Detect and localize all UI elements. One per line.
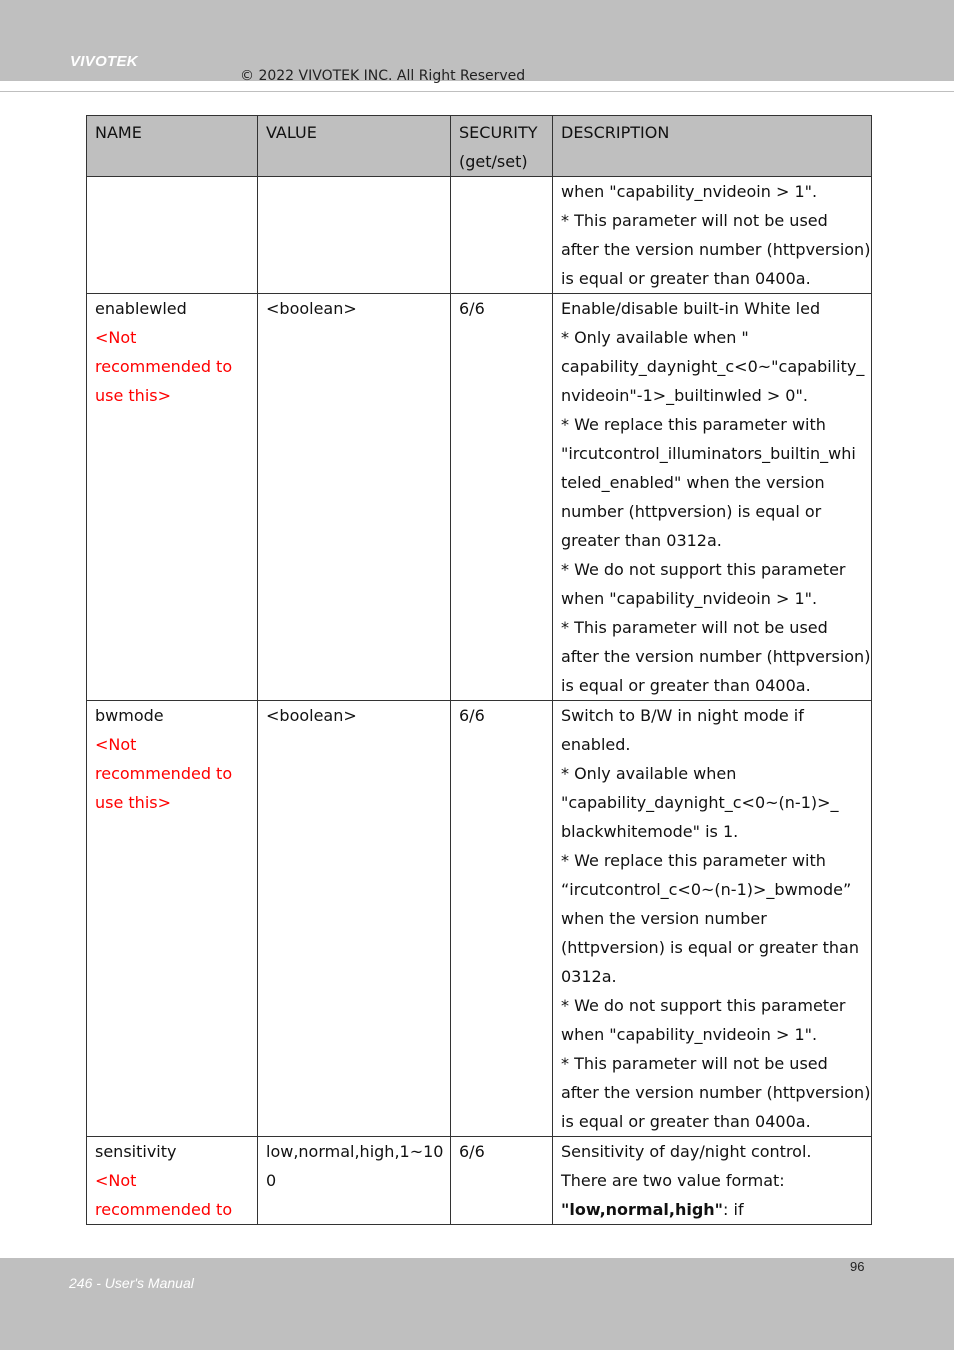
parameter-table: [86, 115, 872, 1225]
description-line: [561, 1195, 865, 1224]
column-header-description: [553, 116, 872, 177]
description-line: * Only available when: [561, 764, 737, 783]
description-line: when "capability_nvideoin > 1".: [561, 182, 818, 201]
param-security-cell: [451, 701, 553, 1137]
deprecation-note: <Not: [95, 1171, 137, 1190]
table-row: [87, 701, 872, 1137]
param-value-cell: [258, 177, 451, 294]
param-value-cell: [258, 1137, 451, 1225]
description-line: * We do not support this parameter: [561, 560, 846, 579]
description-line: teled_enabled" when the version: [561, 473, 825, 492]
table-row: [87, 1137, 872, 1225]
description-line: 0312a.: [561, 967, 617, 986]
param-value-cell: [258, 701, 451, 1137]
table-row: [87, 294, 872, 701]
param-value: <boolean>: [266, 706, 357, 725]
footer-band: [0, 1258, 954, 1350]
column-header-security: [451, 116, 553, 177]
param-security: 6/6: [459, 706, 485, 725]
param-value: <boolean>: [266, 299, 357, 318]
description-line: greater than 0312a.: [561, 531, 722, 550]
param-name-cell: [87, 177, 258, 294]
param-name-cell: [87, 294, 258, 701]
column-header-line: DESCRIPTION: [561, 123, 670, 142]
param-description-cell: [553, 294, 872, 701]
column-header-line: SECURITY: [459, 123, 538, 142]
deprecation-note: use this>: [95, 793, 172, 812]
copyright-text: © 2022 VIVOTEK INC. All Right Reserved: [240, 68, 526, 84]
description-line: blackwhitemode" is 1.: [561, 822, 739, 841]
description-line: is equal or greater than 0400a.: [561, 269, 811, 288]
param-name-cell: [87, 701, 258, 1137]
param-name-cell: [87, 1137, 258, 1225]
description-line: is equal or greater than 0400a.: [561, 676, 811, 695]
deprecation-note: recommended to: [95, 357, 233, 376]
deprecation-note: <Not: [95, 328, 137, 347]
description-line: * This parameter will not be used: [561, 211, 828, 230]
param-security-cell: [451, 177, 553, 294]
deprecation-note: recommended to: [95, 1200, 233, 1219]
param-value: low,normal,high,1~10: [266, 1142, 444, 1161]
column-header-line: VALUE: [266, 123, 317, 142]
param-description-cell: [553, 701, 872, 1137]
description-line: when the version number: [561, 909, 767, 928]
description-line: "ircutcontrol_illuminators_builtin_whi: [561, 444, 856, 463]
description-line: nvideoin"-1>_builtinwled > 0".: [561, 386, 808, 405]
description-line: “ircutcontrol_c<0~(n-1)>_bwmode”: [561, 880, 852, 899]
description-line: * This parameter will not be used: [561, 1054, 828, 1073]
header-divider: [0, 91, 954, 92]
description-line: (httpversion) is equal or greater than: [561, 938, 859, 957]
param-name: bwmode: [95, 706, 164, 725]
description-line: after the version number (httpversion): [561, 647, 871, 666]
column-header-name: [87, 116, 258, 177]
param-value-cell: [258, 294, 451, 701]
column-header-value: [258, 116, 451, 177]
page-number: 96: [850, 1259, 865, 1274]
param-description-cell: [553, 177, 872, 294]
description-line: capability_daynight_c<0~"capability_: [561, 357, 865, 376]
param-description-cell: [553, 1137, 872, 1225]
table-header-row: [87, 116, 872, 177]
table-row: [87, 177, 872, 294]
description-line: is equal or greater than 0400a.: [561, 1112, 811, 1131]
param-security-cell: [451, 1137, 553, 1225]
param-security-cell: [451, 294, 553, 701]
param-name: enablewled: [95, 299, 187, 318]
deprecation-note: recommended to: [95, 764, 233, 783]
description-line: There are two value format:: [561, 1171, 785, 1190]
column-header-line: (get/set): [459, 152, 528, 171]
param-security: 6/6: [459, 1142, 485, 1161]
column-header-line: NAME: [95, 123, 142, 142]
manual-page-label: 246 - User's Manual: [69, 1275, 194, 1291]
brand-logo-text: VIVOTEK: [70, 53, 138, 70]
param-security: 6/6: [459, 299, 485, 318]
deprecation-note: use this>: [95, 386, 172, 405]
description-line: * We replace this parameter with: [561, 415, 826, 434]
param-name: sensitivity: [95, 1142, 177, 1161]
description-line: Enable/disable built-in White led: [561, 299, 821, 318]
description-line: after the version number (httpversion): [561, 240, 871, 259]
description-line: enabled.: [561, 735, 631, 754]
param-value: 0: [266, 1171, 277, 1190]
description-line: * We replace this parameter with: [561, 851, 826, 870]
description-line: when "capability_nvideoin > 1".: [561, 589, 818, 608]
description-line: * This parameter will not be used: [561, 618, 828, 637]
description-line: Sensitivity of day/night control.: [561, 1142, 812, 1161]
description-line: * We do not support this parameter: [561, 996, 846, 1015]
description-line: "capability_daynight_c<0~(n-1)>_: [561, 793, 839, 812]
description-bold-term: "low,normal,high": [561, 1200, 724, 1219]
description-line: when "capability_nvideoin > 1".: [561, 1025, 818, 1044]
description-line: after the version number (httpversion): [561, 1083, 871, 1102]
description-tail: : if: [723, 1200, 744, 1219]
description-line: * Only available when ": [561, 328, 749, 347]
description-line: number (httpversion) is equal or: [561, 502, 822, 521]
deprecation-note: <Not: [95, 735, 137, 754]
description-line: Switch to B/W in night mode if: [561, 706, 804, 725]
